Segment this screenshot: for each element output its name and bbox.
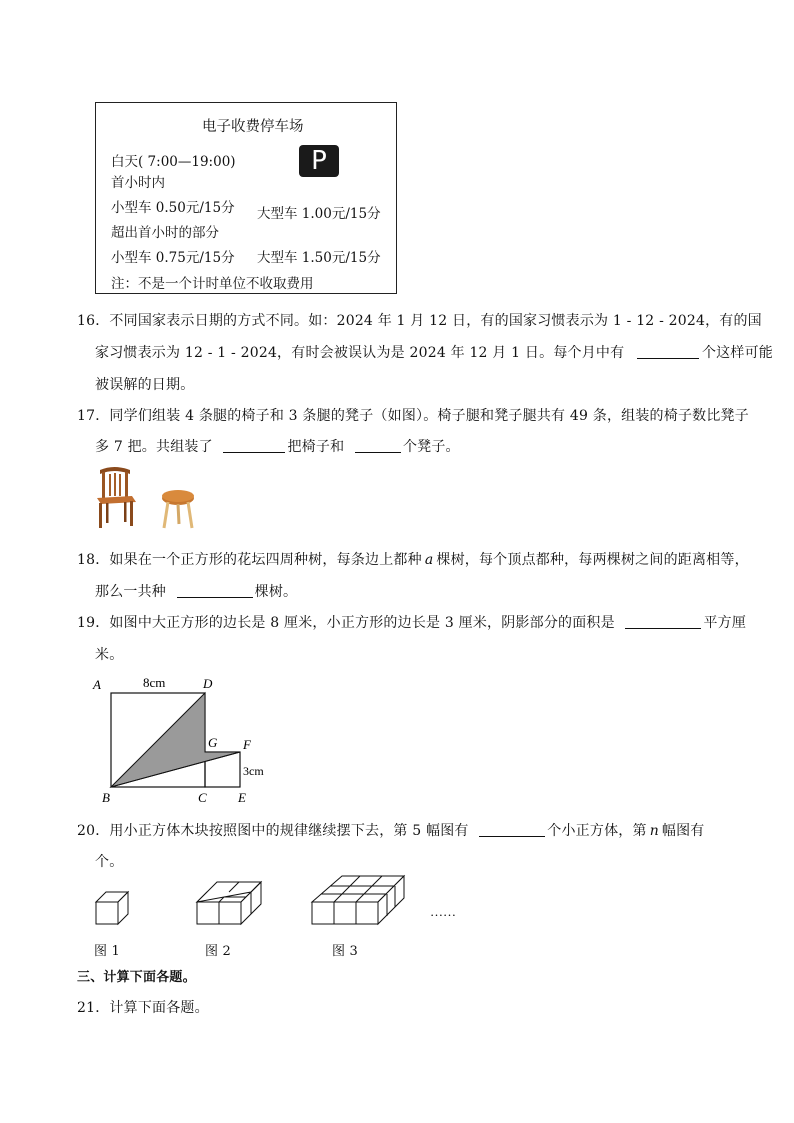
sign-first-hour: 首小时内	[111, 175, 165, 191]
q18-line2-text: 那么一共种	[95, 584, 166, 600]
sign-beyond: 超出首小时的部分	[111, 225, 219, 241]
sign-title: 电子收费停车场	[202, 119, 304, 135]
q20-var-n: n	[649, 823, 659, 839]
q16-line2-tail: 个这样可能	[701, 345, 773, 361]
q18-line1-text: 18．如果在一个正方形的花坛四周种树，每条边上都种	[77, 552, 422, 568]
q20-fig5-blank[interactable]	[479, 822, 545, 837]
q17-line2-text: 多 7 把。共组装了	[95, 439, 213, 455]
label-F: F	[243, 737, 251, 752]
label-8cm: 8cm	[143, 675, 166, 690]
q18-var-a: a	[424, 552, 434, 568]
q19-line1-text: 19．如图中大正方形的边长是 8 厘米，小正方形的边长是 3 厘米，阴影部分的面积是	[77, 615, 615, 631]
q19-answer-blank[interactable]	[625, 614, 701, 629]
figure-3-cubes	[312, 876, 404, 924]
label-A: A	[93, 677, 101, 692]
q17-line2-tail: 个凳子。	[402, 439, 460, 455]
section-3-heading: 三、计算下面各题。	[77, 970, 196, 985]
q20-cube-figures	[90, 874, 470, 934]
sign-large-first: 大型车 1.00元/15分	[257, 206, 381, 222]
figure-1-cubes	[96, 892, 128, 924]
q16-line1: 16．不同国家表示日期的方式不同。如：2024 年 1 月 12 日，有的国家习惯表示为 1 - 12 - 2024，有的国	[77, 313, 762, 329]
sign-small-beyond: 小型车 0.75元/15分	[111, 250, 235, 266]
label-B: B	[102, 790, 110, 805]
label-E: E	[238, 790, 246, 805]
sign-small-first: 小型车 0.50元/15分	[111, 200, 235, 216]
q20-line2: 个。	[95, 854, 124, 870]
parking-sign	[95, 102, 397, 294]
label-D: D	[203, 676, 213, 691]
sign-daytime: 白天( 7:00—19:00)	[111, 154, 236, 170]
q20-line1-mid: 个小正方体，第	[547, 823, 647, 839]
q20-line1	[77, 820, 705, 840]
q17-stools-blank[interactable]	[355, 438, 401, 453]
q18-line1	[77, 549, 749, 569]
q17-chairs-blank[interactable]	[223, 438, 285, 453]
fig2-label: 图 2	[205, 944, 232, 959]
parking-p-icon: P	[299, 145, 339, 177]
label-G: G	[208, 735, 218, 750]
q18-line2	[95, 581, 297, 601]
stool-image	[162, 490, 194, 528]
q16-line3: 被误解的日期。	[95, 377, 195, 393]
q17-line2-mid: 把椅子和	[287, 439, 345, 455]
q16-line2-text: 家习惯表示为 12 - 1 - 2024，有时会被误认为是 2024 年 12 月 1 日。每个月中有	[95, 345, 625, 361]
fig1-label: 图 1	[94, 944, 121, 959]
q20-line1-tail: 幅图有	[661, 823, 705, 839]
fig3-label: 图 3	[332, 944, 359, 959]
shaded-region	[111, 693, 240, 787]
q18-answer-blank[interactable]	[177, 583, 253, 598]
figure-2-cubes	[197, 882, 261, 924]
chair-image	[97, 467, 136, 528]
ellipsis: ……	[430, 904, 456, 919]
chair-stool-illustration	[92, 462, 202, 532]
q18-line2-tail: 棵树。	[254, 584, 298, 600]
q20-line1-text: 20．用小正方体木块按照图中的规律继续摆下去，第 5 幅图有	[77, 823, 469, 839]
label-C: C	[198, 790, 207, 805]
q17-line2	[95, 436, 460, 456]
label-3cm: 3cm	[243, 764, 264, 778]
q19-square-figure	[88, 672, 288, 808]
q21-line: 21．计算下面各题。	[77, 1000, 209, 1016]
sign-note: 注：不是一个计时单位不收取费用	[111, 276, 314, 292]
q19-line2: 米。	[95, 647, 124, 663]
q16-line2	[95, 342, 773, 362]
q19-line1	[77, 612, 746, 632]
q16-answer-blank[interactable]	[637, 344, 699, 359]
q17-line1: 17．同学们组装 4 条腿的椅子和 3 条腿的凳子（如图）。椅子腿和凳子腿共有 49 条，组装的椅子数比凳子	[77, 408, 749, 424]
sign-large-beyond: 大型车 1.50元/15分	[257, 250, 381, 266]
q18-line1-tail: 棵树，每个顶点都种，每两棵树之间的距离相等，	[436, 552, 749, 568]
q19-line1-tail: 平方厘	[703, 615, 747, 631]
